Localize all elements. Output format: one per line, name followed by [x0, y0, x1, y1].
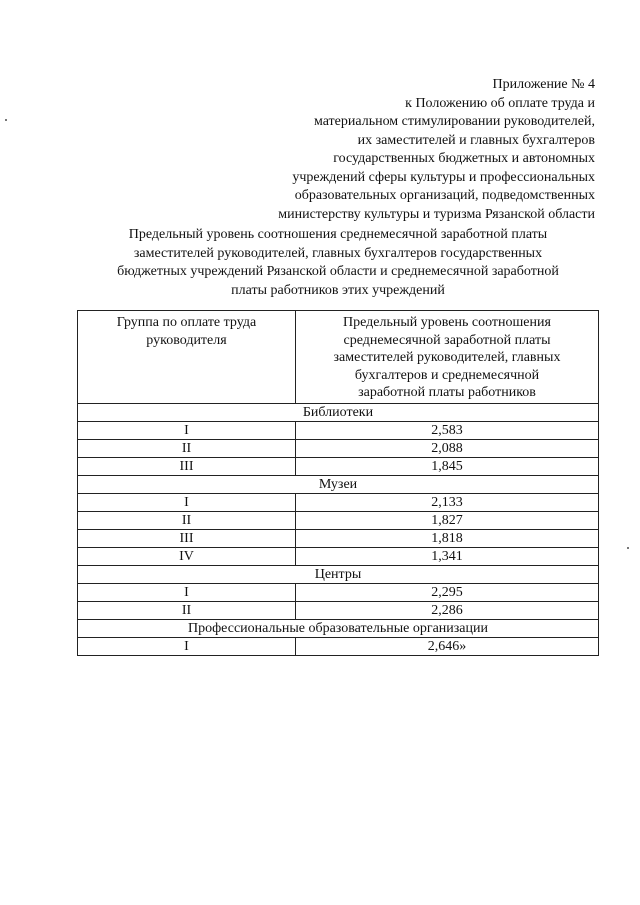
section-row-centers: [78, 565, 599, 583]
group-cell: I: [78, 421, 296, 439]
group-cell: III: [78, 457, 296, 475]
appendix-line: Приложение № 4: [492, 77, 595, 92]
value-cell: 2,088: [296, 439, 599, 457]
group-cell: II: [78, 511, 296, 529]
section-row-libraries: [78, 403, 599, 421]
value-cell: 2,133: [296, 493, 599, 511]
header-ratio-cell: Предельный уровень соотношения среднемесячной заработной платы заместителей руководителей, главных бухгалтеров и среднемесячной заработной платы работников: [296, 311, 599, 404]
section-row-professional-orgs: [78, 619, 599, 637]
table-row: [78, 637, 599, 655]
ratio-table: [77, 310, 599, 656]
appendix-line: к Положению об оплате труда и: [405, 95, 595, 111]
title-line: платы работников этих учреждений: [231, 282, 445, 298]
appendix-line: образовательных организаций, подведомственных: [294, 188, 595, 203]
section-title: Библиотеки: [78, 403, 599, 421]
scan-speck: [627, 547, 629, 549]
table-row: [78, 511, 599, 529]
table-row: [78, 421, 599, 439]
section-title: Центры: [78, 565, 599, 583]
value-cell: 1,845: [296, 457, 599, 475]
scan-speck: [5, 119, 7, 121]
group-cell: IV: [78, 547, 296, 565]
section-title: Музеи: [78, 475, 599, 493]
table-row: [78, 493, 599, 511]
group-cell: I: [78, 493, 296, 511]
appendix-line: материальном стимулировании руководителей,: [313, 114, 595, 129]
document-title: [88, 226, 588, 300]
appendix-line: их заместителей и главных бухгалтеров: [357, 132, 595, 148]
table-row: [78, 601, 599, 619]
value-cell: 1,341: [296, 547, 599, 565]
table-row: [78, 457, 599, 475]
appendix-line: учреждений сферы культуры и профессиональных: [292, 169, 595, 185]
value-cell: 2,286: [296, 601, 599, 619]
table-row: [78, 439, 599, 457]
appendix-line: государственных бюджетных и автономных: [333, 151, 595, 166]
value-cell: 2,646»: [296, 637, 599, 655]
value-cell: 2,295: [296, 583, 599, 601]
value-cell: 1,827: [296, 511, 599, 529]
table-header-row: [78, 311, 599, 404]
table-row: [78, 529, 599, 547]
group-cell: II: [78, 601, 296, 619]
table-row: [78, 547, 599, 565]
group-cell: I: [78, 583, 296, 601]
header-group-cell: Группа по оплате труда руководителя: [78, 311, 296, 404]
title-line: бюджетных учреждений Рязанской области и среднемесячной заработной: [117, 264, 559, 279]
table-row: [78, 583, 599, 601]
section-title: Профессиональные образовательные организации: [78, 619, 599, 637]
title-line: заместителей руководителей, главных бухгалтеров государственных: [133, 245, 543, 261]
value-cell: 1,818: [296, 529, 599, 547]
appendix-line: министерству культуры и туризма Рязанской области: [278, 206, 595, 222]
title-line: Предельный уровень соотношения среднемесячной заработной платы: [128, 227, 548, 242]
group-cell: II: [78, 439, 296, 457]
section-row-museums: [78, 475, 599, 493]
group-cell: III: [78, 529, 296, 547]
value-cell: 2,583: [296, 421, 599, 439]
group-cell: I: [78, 637, 296, 655]
appendix-header: [175, 76, 595, 224]
